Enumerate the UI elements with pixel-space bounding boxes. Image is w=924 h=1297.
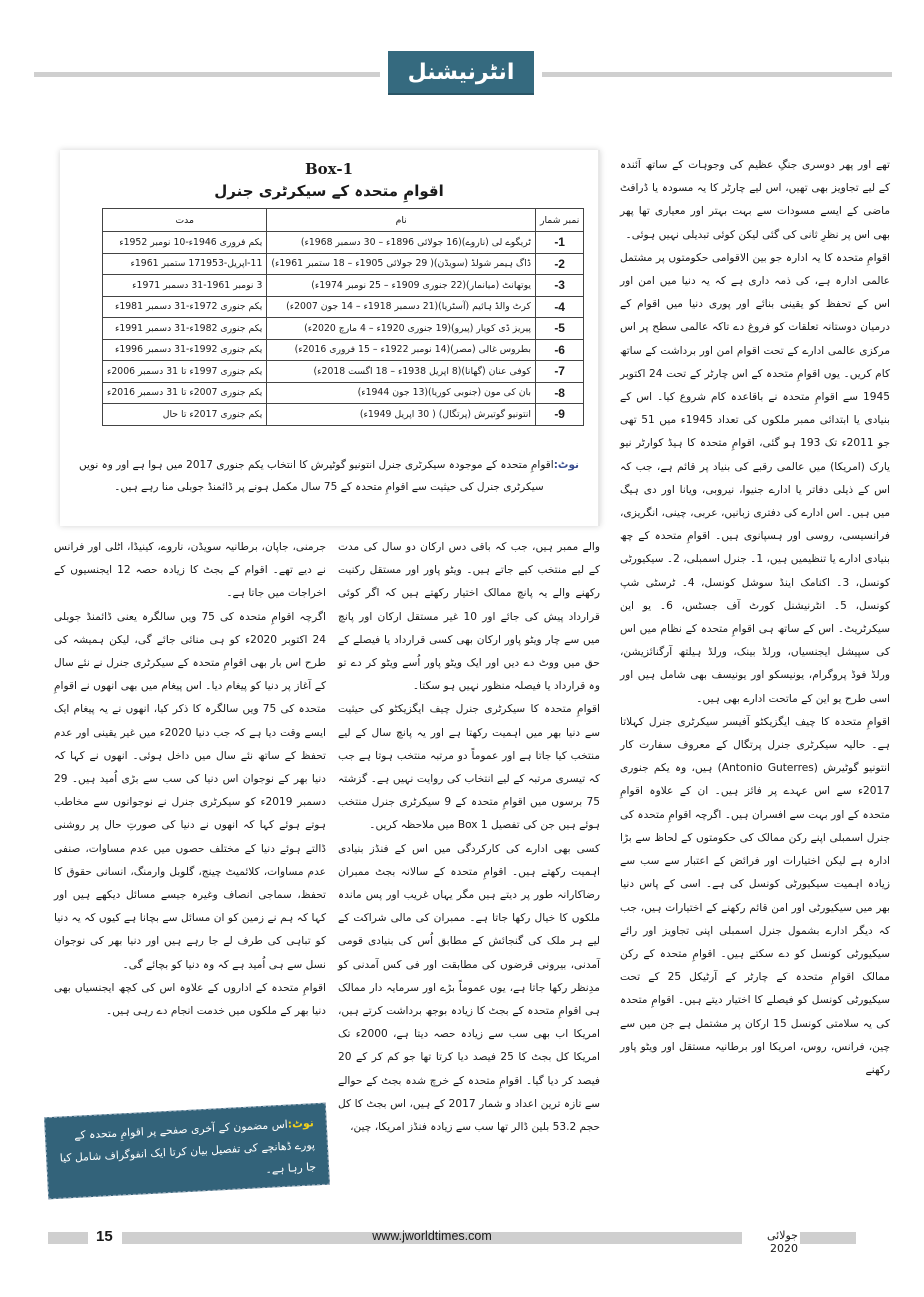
website-link[interactable]: www.jworldtimes.com	[372, 1229, 492, 1243]
paragraph: والے ممبر ہیں، جب کہ باقی دس ارکان دو سال کی مدت کے لیے منتخب کیے جاتے ہیں۔ ویٹو پاور اور مستقل رکنیت رکھنے والے یہ پانچ ممالک اختیار رکھتے ہیں کہ اگر کوئی قرارداد پیش کی جائے اور 10 غیر مستقل ارکان اور پانچ میں سے چار ویٹو پاور ارکان بھی کسی قرارداد یا فیصلے کے حق میں ووٹ دے دیں اور ایک ویٹو پاور اُسے ویٹو کر دے تو وہ قرارداد یا فیصلہ منظور نہیں ہو سکتا۔	[338, 541, 600, 693]
article-column-right	[620, 154, 890, 1082]
col-header-name: نام	[267, 209, 536, 232]
table-row	[103, 382, 584, 404]
header-rule-left	[34, 72, 380, 77]
footer-rule-left	[48, 1232, 88, 1244]
col-header-term: مدت	[103, 209, 267, 232]
paragraph: اقوامِ متحدہ کا چیف ایگزیکٹو آفیسر سیکرٹری جنرل کہلاتا ہے۔ حالیہ سیکرٹری جنرل پرتگال کے معروف سفارت کار انتونیو گوٹیرش (Antonio Guterres) ہیں، وہ یکم جنوری 2017ء سے اس عہدے پر فائز ہیں۔ ان کے علاوہ اقوامِ متحدہ کے اور بہت سے افسران ہیں۔ اگرچہ اقوامِ متحدہ کی جنرل اسمبلی اپنے رکن ممالک کی حکومتوں کے لحاظ سے بڑا ادارہ ہے لیکن اختیارات اور فرائض کے اعتبار سے سب سے زیادہ اہمیت سیکیورٹی کونسل کی ہے۔ اسی کے پاس دنیا بھر میں سیکیورٹی اور امن قائم رکھنے کے اختیارات ہیں، جب کہ دیگر ادارے بشمول جنرل اسمبلی اپنی تجاویز اور رائے سیکیورٹی کونسل کو دے سکتے ہیں۔ اقوامِ متحدہ کے رکن ممالک اقوامِ متحدہ کے چارٹر کے آرٹیکل 25 کے تحت سیکیورٹی کونسل کو فیصلے کا اختیار دیتے ہیں۔ اقوامِ متحدہ کی یہ سلامتی کونسل 15 ارکان پر مشتمل ہے جن میں سے چین، فرانس، روس، امریکا اور برطانیہ مستقل اور ویٹو پاور رکھنے	[620, 715, 890, 1076]
name-cell: کوفی عنان (گھانا)(8 اپریل 1938ء – 18 اگست 2018ء)	[267, 361, 536, 383]
paragraph: تھے اور پھر دوسری جنگِ عظیم کی وجوہات کے ساتھ آئندہ کے لیے تجاویز بھی تھیں، اس لیے چارٹر کا یہ مسودہ یا ڈرافٹ ماضی کے ایسے مسودات سے بہت بہتر اور معیاری تھا پھر بھی اس پر نظرِ ثانی کی گئی لیکن کوئی تبدیلی نہیں ہوئی۔	[620, 159, 890, 241]
term-cell: یکم جنوری 2007ء تا 31 دسمبر 2016ء	[103, 382, 267, 404]
term-cell: یکم جنوری 1982ء-31 دسمبر 1991ء	[103, 318, 267, 340]
table-row	[103, 232, 584, 254]
serial-cell: -7	[535, 361, 583, 383]
serial-cell: -6	[535, 339, 583, 361]
secretary-general-table	[102, 208, 584, 426]
term-cell: 11-اپریل-171953 ستمبر 1961ء	[103, 253, 267, 275]
article-column-middle	[338, 536, 600, 1139]
term-cell: یکم جنوری 1992ء-31 دسمبر 1996ء	[103, 339, 267, 361]
serial-cell: -9	[535, 404, 583, 426]
callout-label: نوٹ:	[287, 1116, 315, 1131]
name-cell: یوتھانٹ (میانمار)(22 جنوری 1909ء – 25 نومبر 1974ء)	[267, 275, 536, 297]
issue-date: جولائی 2020	[767, 1229, 798, 1255]
paragraph: اقوامِ متحدہ کا سیکرٹری جنرل چیف ایگزیکٹو کی حیثیت سے دنیا بھر میں اہمیت رکھتا ہے اور یہ پانچ سال کے لیے منتخب کیا جاتا ہے اور عموماً دو مرتبہ منتخب ہوتا ہے جب کہ تیسری مرتبہ کے لیے انتخاب کی روایت نہیں ہے۔ گزشتہ 75 برسوں میں اقوامِ متحدہ کے 9 سیکرٹری جنرل منتخب ہوئے ہیں جن کی تفصیل Box 1 میں ملاحظہ کریں۔	[338, 703, 600, 832]
serial-cell: -1	[535, 232, 583, 254]
serial-cell: -3	[535, 275, 583, 297]
name-cell: پیریز ڈی کویار (پیرو)(19 جنوری 1920ء – 4 مارچ 2020ء)	[267, 318, 536, 340]
name-cell: بطروس غالی (مصر)(14 نومبر 1922ء – 15 فروری 2016ء)	[267, 339, 536, 361]
table-row	[103, 275, 584, 297]
callout-text: اس مضمون کے آخری صفحے پر اقوامِ متحدہ کے پورے ڈھانچے کی تفصیل بیان کرتا ایک انفوگراف شامل کیا جا رہا ہے۔	[59, 1117, 317, 1176]
paragraph: اقوامِ متحدہ کا یہ ادارہ جو بین الاقوامی حکومتوں پر مشتمل عالمی ادارہ ہے، کی ذمہ داری ہے کہ یہ دنیا میں امن اور اس کے تحفظ کو یقینی بنائے اور پوری دنیا میں اقوام کے درمیان دوستانہ تعلقات کو فروغ دے تاکہ عالمی سطح پر اس مرکزی عالمی ادارے کے تحت اقوام امن اور برداشت کے ساتھ کام کریں۔ یوں اقوامِ متحدہ کے اس چارٹر کے تحت 24 اکتوبر 1945 سے اقوامِ متحدہ نے باقاعدہ کام شروع کیا۔ اس کے بنیادی یا ابتدائی ممبر ملکوں کی تعداد 1945ء میں 51 تھی جو 2011ء تک 193 ہو گئی، اقوامِ متحدہ کا ہیڈ کوارٹر نیو یارک (امریکا) میں عالمی رقبے کی بنیاد پر قائم ہے، جب کہ اس کے ذیلی دفاتر یا ادارے جنیوا، نیروبی، ویانا اور دی ہیگ میں ہیں۔ اس ادارے کی دفتری زبانیں، عربی، چینی، انگریزی، فرانسیسی، روسی اور ہسپانوی ہیں۔ اقوامِ متحدہ کے چھ بنیادی ادارے یا تنظیمیں ہیں، 1۔ جنرل اسمبلی، 2۔ سیکیورٹی کونسل، 3۔ اکنامک اینڈ سوشل کونسل، 4۔ ٹرسٹی شپ کونسل، 5۔ انٹرنیشنل کورٹ آف جسٹس، 6۔ یو این سیکرٹریٹ۔ اس کے ساتھ ہی اقوامِ متحدہ کے نظام میں اس کی سپیشل ایجنسیاں، ورلڈ بینک، ورلڈ ہیلتھ آرگنائزیشن، ورلڈ فوڈ پروگرام، یونیسکو اور یونیسف بھی شامل ہیں اور اسی طرح یو این کے ماتحت ادارے بھی ہیں۔	[620, 251, 891, 705]
note-label: نوٹ:	[553, 459, 579, 471]
term-cell: یکم جنوری 1972ء-31 دسمبر 1981ء	[103, 296, 267, 318]
name-cell: ڈاگ ہیمر شولڈ (سویڈن)( 29 جولائی 1905ء – 18 ستمبر 1961ء)	[267, 253, 536, 275]
name-cell: ٹریگوے لی (ناروے)(16 جولائی 1896ء – 30 دسمبر 1968ء)	[267, 232, 536, 254]
table-row	[103, 296, 584, 318]
header-rule-right	[542, 72, 892, 77]
table-row	[103, 339, 584, 361]
box-title: Box-1	[304, 160, 354, 178]
term-cell: یکم جنوری 1997ء تا 31 دسمبر 2006ء	[103, 361, 267, 383]
paragraph: اقوامِ متحدہ کے اداروں کے علاوہ اس کی کچھ ایجنسیاں بھی دنیا بھر کے ملکوں میں خدمت انجام دے رہی ہیں۔	[54, 981, 326, 1018]
serial-cell: -2	[535, 253, 583, 275]
paragraph: کسی بھی ادارے کی کارکردگی میں اس کے فنڈز بنیادی اہمیت رکھتے ہیں۔ اقوامِ متحدہ کے سالانہ بجٹ ممبران رضاکارانہ طور پر دیتے ہیں مگر یہاں غریب اور پس ماندہ ملکوں کا خیال رکھا جاتا ہے۔ ممبران کی مالی شراکت کے لیے ہر ملک کی گنجائش کے مطابق اُس کی بنیادی قومی آمدنی، بیرونی قرضوں کی مطابقت اور فی کس آمدنی کو مدِنظر رکھا جاتا ہے، یوں عموماً بڑے اور سرمایہ دار ممالک ہی اقوامِ متحدہ کے بجٹ کا زیادہ بوجھ برداشت کرتے ہیں، امریکا اب بھی سب سے زیادہ حصہ دیتا ہے، 2000ء تک امریکا کل بجٹ کا 25 فیصد دیا کرتا تھا جو کم کر کے 20 فیصد کر دیا گیا۔ اقوامِ متحدہ کے خرچ شدہ بجٹ کے حوالے سے تازہ ترین اعداد و شمار 2017 کے ہیں، اس بجٹ کا کل حجم 53.2 بلین ڈالر تھا سب سے زیادہ فنڈز امریکا، چین،	[338, 842, 601, 1134]
box-subtitle: اقوامِ متحدہ کے سیکرٹری جنرل	[214, 182, 444, 200]
table-row	[103, 361, 584, 383]
serial-cell: -8	[535, 382, 583, 404]
section-title: انٹرنیشنل	[388, 51, 534, 95]
footer-rule-right	[800, 1232, 856, 1244]
article-column-left	[54, 536, 326, 1023]
serial-cell: -4	[535, 296, 583, 318]
box-note	[78, 454, 580, 498]
serial-cell: -5	[535, 318, 583, 340]
table-row	[103, 318, 584, 340]
name-cell: انتونیو گوتیرش (پرتگال) ( 30 اپریل 1949ء)	[267, 404, 536, 426]
term-cell: یکم جنوری 2017ء تا حال	[103, 404, 267, 426]
term-cell: 3 نومبر 1961-31 دسمبر 1971ء	[103, 275, 267, 297]
page-number: 15	[96, 1228, 113, 1245]
name-cell: بان کی مون (جنوبی کوریا)(13 جون 1944ء)	[267, 382, 536, 404]
paragraph: جرمنی، جاپان، برطانیہ سویڈن، ناروے، کینیڈا، اٹلی اور فرانس نے دیے تھے۔ اقوام کے بجٹ کا زیادہ حصہ 12 ایجنسیوں کے اخراجات میں جاتا ہے۔	[54, 541, 327, 600]
note-text: اقوامِ متحدہ کے موجودہ سیکرٹری جنرل انتونیو گوٹیرش کا انتخاب یکم جنوری 2017 میں ہوا ہے اور وہ نویں سیکرٹری جنرل کی حیثیت سے اقوامِ متحدہ کے 75 سال مکمل ہونے پر ڈائمنڈ جوبلی منا رہے ہیں۔	[79, 459, 554, 493]
name-cell: کرٹ والڈ ہائیم (آسٹریا)(21 دسمبر 1918ء – 14 جون 2007ء)	[267, 296, 536, 318]
col-header-serial: نمبر شمار	[535, 209, 583, 232]
table-row	[103, 404, 584, 426]
term-cell: یکم فروری 1946ء-10 نومبر 1952ء	[103, 232, 267, 254]
box-1-panel	[60, 150, 600, 526]
paragraph: اگرچہ اقوامِ متحدہ کی 75 ویں سالگرہ یعنی ڈائمنڈ جوبلی 24 اکتوبر 2020ء کو ہی منائی جائے گی، لیکن ہمیشہ کی طرح اس بار بھی اقوامِ متحدہ کے سیکرٹری جنرل نے نئے سال کے آغاز پر دنیا کو پیغام دیا۔ اس پیغام میں بھی انھوں نے اقوامِ متحدہ کی 75 ویں سالگرہ کا ذکر کیا، انھوں نے یہ پیغام ایک ایسے وقت دیا ہے کہ جب دنیا 2020ء میں غیر یقینی اور عدم تحفظ کے ساتھ نئے سال میں داخل ہوئی۔ انھوں نے کہا کہ دنیا بھر کے نوجوان اس دنیا کی سب سے بڑی اُمید ہیں۔ 29 دسمبر 2019ء کو سیکرٹری جنرل نے نوجوانوں سے مخاطب ہوتے ہوئے کہا کہ انھوں نے دنیا کی صورتِ حال پر روشنی ڈالتے ہوئے دنیا کے مختلف حصوں میں عدم مساوات، صنفی عدم مساوات، کلائمیٹ چینج، گلوبل وارمنگ، انسانی حقوق کا تحفظ، سماجی انصاف وغیرہ جیسے مسائل دیکھے ہیں اور کہا کہ ہم نے زمین کو ان مسائل سے بچانا ہے کیوں کہ یہ دنیا کو تباہی کی طرف لے جا رہے ہیں اور دنیا بھر کی نوجوان نسل سے ہی اُمید ہے کہ وہ دنیا کو بچائے گی۔	[54, 610, 326, 971]
table-header-row	[103, 209, 584, 232]
table-row	[103, 253, 584, 275]
callout-note	[44, 1103, 330, 1200]
